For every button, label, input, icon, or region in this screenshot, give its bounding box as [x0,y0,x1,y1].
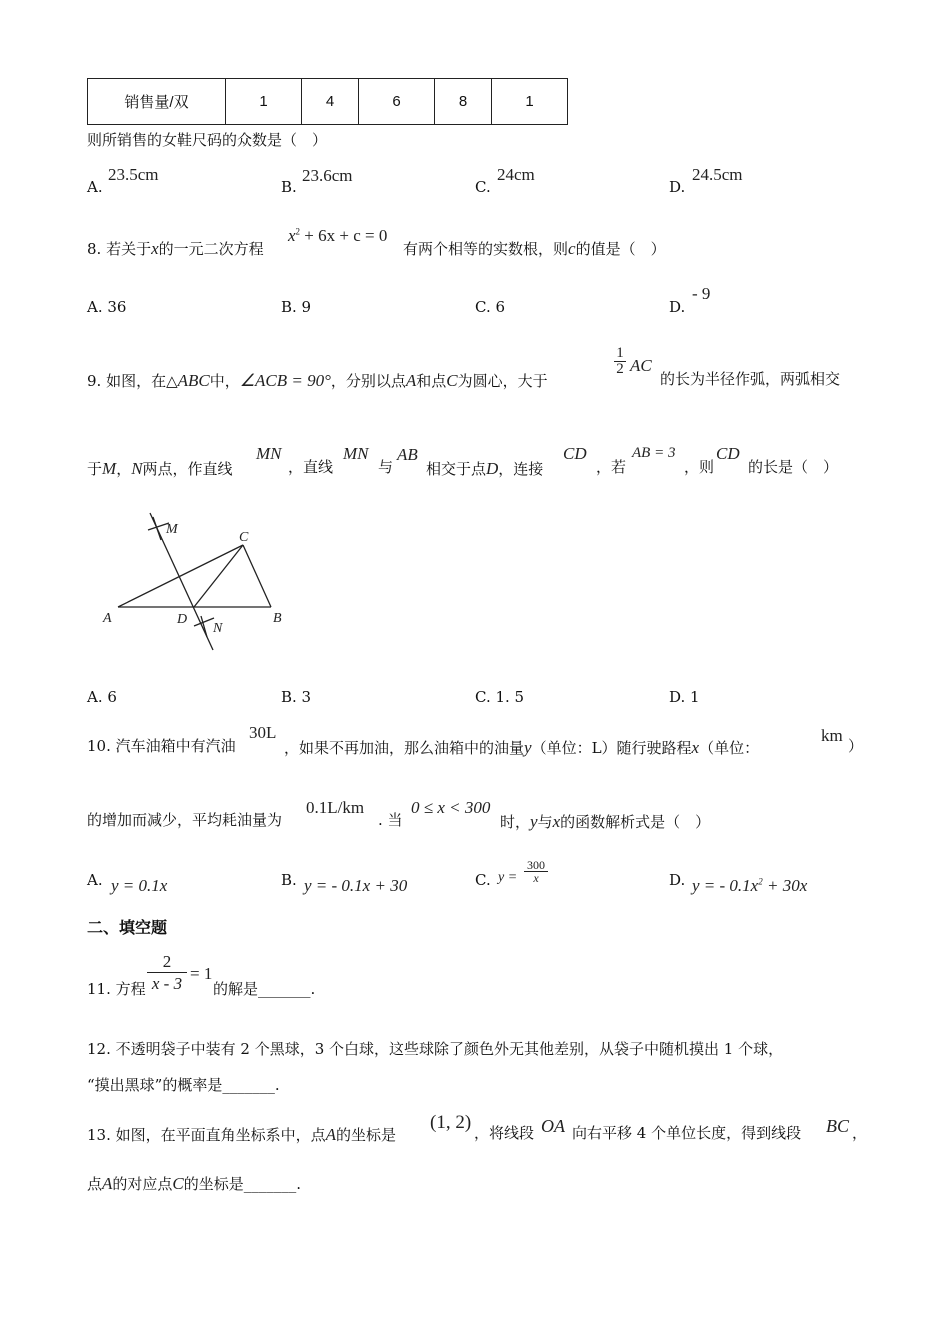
q7-option-a-value: 23.5cm [108,165,159,184]
q13-coord: (1, 2) [430,1112,472,1133]
q10-text: . 当 [378,811,403,829]
q10-km: km [821,726,843,745]
q10-rate: 0.1L/km [306,798,365,817]
table-cell: 8 [435,79,492,125]
q9-text: 相交于点 [426,460,487,478]
q7-option-c-value: 24cm [497,165,535,184]
q9-triangle-figure [95,505,305,655]
q9-cd: CD [563,444,587,463]
q10-d-part: + 30x [762,876,808,895]
q11-frac-den: x - 3 [147,972,187,992]
q11-frac-num: 2 [162,952,172,971]
sales-table [87,78,568,125]
q10-range: 0 ≤ x < 300 [411,798,491,817]
q9-text: ， [116,460,132,478]
q13-text: 13. 如图，在平面直角坐标系中，点 [87,1126,326,1144]
q7-option-b-value: 23.6cm [302,166,353,185]
label-a: A [103,611,112,626]
q9-angle: ∠ACB = 90° [239,371,331,390]
q13-point: C [172,1174,184,1193]
q9-frac-den: 2 [614,361,626,377]
q10-var-x: x [552,812,561,831]
q10-option-d-value [692,877,807,894]
q10-text: （单位：L）随行驶路程 [531,739,692,757]
q9-point: A [405,371,417,390]
q9-mn: MN [343,444,369,463]
q8-option-a: A. 36 [87,298,127,316]
q12-line1: 12. 不透明袋子中装有 2 个黑球，3 个白球，这些球除了颜色外无其他差别，从袋子中随机摸出 1 个球， [87,1040,784,1058]
q10-option-c-pre: y = [498,870,518,885]
q12-line2: “摸出黑球”的概率是_______. [87,1076,280,1094]
q8-var-x: x [151,239,159,258]
q13-text: 的坐标是 [336,1126,397,1144]
q10-text: （单位： [699,739,760,757]
q10-text: 的函数解析式是（ ） [560,813,711,831]
section-title: 二、填空题 [87,918,168,937]
segment-cb [243,545,271,607]
q10-text: ） [848,737,864,755]
table-cell: 1 [226,79,302,125]
q8-option-d-label: D. [669,298,686,316]
q7-option-b-label: B. [281,178,297,196]
q9-text: ，直线 [288,458,334,476]
q9-text: ，则 [684,458,715,476]
q9-text: 与 [378,458,394,476]
q9-point: M [102,459,117,478]
q9-text: 的长是（ ） [748,458,839,476]
q13-text: ， [852,1124,868,1142]
q10-var-y: y [530,812,538,831]
q8-text: 的一元二次方程 [158,240,264,258]
q9-option-c: C. 1. 5 [475,688,525,706]
q10-text: 与 [537,813,553,831]
q9-mn: MN [256,444,282,463]
q9-ab3: AB = 3 [632,445,676,461]
q8-option-b: B. 9 [281,298,312,316]
q10-frac-num: 300 [527,858,545,872]
segment-ac [118,545,243,607]
q9-abc: ABC [177,371,210,390]
q9-text: 和点 [416,372,447,390]
q13-text: 的对应点 [112,1175,173,1193]
q8-stem [87,240,264,257]
table-cell: 4 [302,79,359,125]
segment-cd [194,545,243,607]
q9-text: ，若 [596,458,627,476]
q9-text: ，分别以点 [330,372,406,390]
q9-point: N [131,459,143,478]
q8-option-c: C. 6 [475,298,506,316]
q9-option-a: A. 6 [87,688,117,706]
q9-option-d: D. 1 [669,688,700,706]
q10-text: 10. 汽车油箱中有汽油 [87,737,236,755]
q9-point: C [446,371,458,390]
q10-option-a-value: y = 0.1x [111,876,168,895]
q13-line2 [87,1175,301,1192]
q10-d-part: y = - 0.1x [692,876,759,895]
q9-text: 9. 如图，在△ [87,372,178,390]
q11-fraction [147,953,187,992]
q10-30l: 30L [249,723,277,742]
q13-text: 的坐标是_______. [183,1175,302,1193]
q10-frac-den: x [524,871,548,884]
q13-point: A [325,1125,337,1144]
q9-text: ，连接 [498,460,544,478]
label-c: C [239,530,249,545]
line-mn [150,513,213,650]
q10-var-y: y [524,738,532,757]
table-cell: 6 [359,79,435,125]
q8-var-c: c [568,239,576,258]
q13-bc: BC [826,1116,850,1136]
q10-option-b-label: B. [281,871,297,889]
q13-text: ，将线段 [474,1124,535,1142]
q8-text: 8. 若关于 [87,240,152,258]
q10-option-c-label: C. [475,871,491,889]
q7-option-a-label: A. [87,178,103,196]
q9-text: 为圆心，大于 [457,372,548,390]
table-row [88,79,568,125]
q8-text: 有两个相等的实数根，则 [403,240,569,258]
table-header-cell: 销售量/双 [88,79,226,125]
q13-line1 [87,1126,396,1143]
q9-text: 中， [209,372,240,390]
q10-text: 时， [500,813,531,831]
q9-line1-end: 的长为半径作弧，两弧相交 [660,370,841,388]
q7-stem: 则所销售的女鞋尺码的众数是（ ） [87,131,328,149]
label-m: M [166,522,178,537]
label-d: D [177,612,188,627]
q13-text: 点 [87,1175,103,1193]
q9-point: D [486,459,499,478]
q8-eq-x: x [288,226,296,245]
q9-text-d [426,460,543,477]
q10-var-x: x [691,738,700,757]
q8-text: 的值是（ ） [575,240,666,258]
q11-prefix: 11. 方程 [87,980,146,998]
q7-option-c-label: C. [475,178,491,196]
table-cell: 1 [492,79,568,125]
q13-oa: OA [541,1116,565,1136]
q9-ab: AB [397,445,418,464]
q9-frac-num: 1 [616,345,624,361]
q9-line1 [87,372,548,389]
q13-text: 向右平移 4 个单位长度，得到线段 [572,1124,802,1142]
q8-option-d-value: - 9 [692,284,711,303]
q8-eq-rest: + 6x + c = 0 [300,226,388,245]
q8-stem-end [403,240,666,257]
q9-text: 两点，作直线 [142,460,233,478]
q13-point: A [102,1174,113,1193]
label-n: N [213,621,223,636]
q7-option-d-value: 24.5cm [692,165,743,184]
q10-text: ，如果不再加油，那么油箱中的油量 [284,739,525,757]
q10-line1-mid [284,739,759,756]
q10-option-c-fraction [524,859,548,884]
q10-option-b-value: y = - 0.1x + 30 [304,876,408,895]
q11-eq: = 1 [190,964,213,983]
q9-fraction [614,346,626,377]
q9-text: 于 [87,460,103,478]
q10-d-sup: 2 [758,876,763,887]
q7-option-d-label: D. [669,178,686,196]
label-b: B [273,611,282,626]
q8-eq-sup: 2 [295,226,301,237]
q11-suffix: 的解是_______. [213,980,316,998]
q10-option-a-label: A. [87,871,103,889]
q10-option-d-label: D. [669,871,686,889]
q9-line2a [87,460,233,477]
q9-option-b: B. 3 [281,688,312,706]
q8-equation [288,227,387,244]
q9-cd: CD [716,444,740,463]
q10-text: 的增加而减少，平均耗油量为 [87,811,283,829]
q9-ac: AC [630,356,652,375]
q10-line2-end [500,813,710,830]
